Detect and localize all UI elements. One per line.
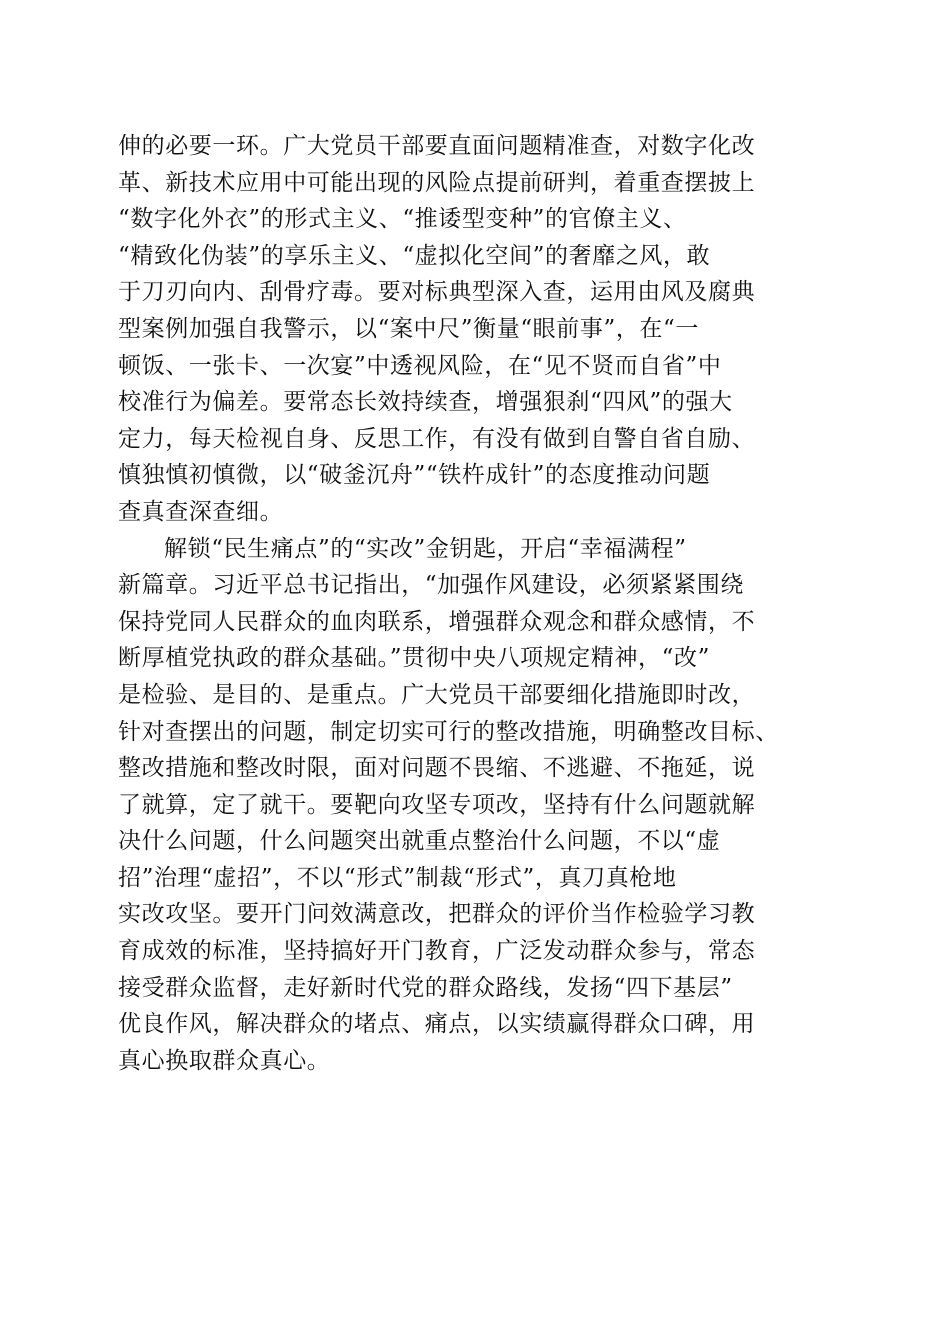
paragraph-line: 慎独慎初慎微，以“破釜沉舟”“铁杵成针”的态度推动问题 — [118, 462, 711, 489]
paragraph-line: “精致化伪装”的享乐主义、“虚拟化空间”的奢靡之风，敢 — [118, 242, 711, 269]
paragraph-line: 育成效的标准，坚持搞好开门教育，广泛发动群众参与，常态 — [118, 938, 756, 965]
paragraph-line: 型案例加强自我警示，以“案中尺”衡量“眼前事”，在“一 — [118, 315, 699, 342]
paragraph-line: 优良作风，解决群众的堵点、痛点，以实绩赢得群众口碑，用 — [118, 1011, 756, 1038]
paragraph-line: 保持党同人民群众的血肉联系，增强群众观念和群众感情，不 — [118, 608, 756, 635]
paragraph-line: 针对查摆出的问题，制定切实可行的整改措施，明确整改目标、 — [118, 718, 779, 745]
paragraph-line: 接受群众监督，走好新时代党的群众路线，发扬“四下基层” — [118, 974, 733, 1001]
paragraph-line: 查真查深查细。 — [118, 498, 284, 525]
paragraph-line: 解锁“民生痛点”的“实改”金钥匙，开启“幸福满程” — [164, 535, 687, 562]
paragraph-line: 真心换取群众真心。 — [118, 1047, 331, 1074]
paragraph-1 — [118, 128, 838, 531]
paragraph-line: 顿饭、一张卡、一次宴”中透视风险，在“见不贤而自省”中 — [118, 352, 722, 379]
paragraph-line: 招”治理“虚招”，不以“形式”制裁“形式”，真刀真枪地 — [118, 864, 677, 891]
paragraph-line: 是检验、是目的、是重点。广大党员干部要细化措施即时改， — [118, 681, 756, 708]
paragraph-line: “数字化外衣”的形式主义、“推诿型变种”的官僚主义、 — [118, 206, 687, 233]
paragraph-line: 了就算，定了就干。要靶向攻坚专项改，坚持有什么问题就解 — [118, 791, 756, 818]
paragraph-line: 校准行为偏差。要常态长效持续查，增强狠刹“四风”的强大 — [118, 389, 733, 416]
paragraph-line: 革、新技术应用中可能出现的风险点提前研判，着重查摆披上 — [118, 169, 756, 196]
paragraph-line: 实改攻坚。要开门问效满意改，把群众的评价当作检验学习教 — [118, 901, 756, 928]
paragraph-line: 决什么问题，什么问题突出就重点整治什么问题，不以“虚 — [118, 828, 721, 855]
paragraph-line: 整改措施和整改时限，面对问题不畏缩、不逃避、不拖延，说 — [118, 755, 756, 782]
paragraph-line: 新篇章。习近平总书记指出，“加强作风建设，必须紧紧围绕 — [118, 572, 744, 599]
paragraph-line: 断厚植党执政的群众基础。”贯彻中央八项规定精神，“改” — [118, 645, 710, 672]
paragraph-line: 定力，每天检视自身、反思工作，有没有做到自警自省自励、 — [118, 425, 756, 452]
paragraph-line: 伸的必要一环。广大党员干部要直面问题精准查，对数字化改 — [118, 133, 756, 159]
body-text — [118, 128, 838, 1079]
paragraph-2 — [118, 531, 838, 1080]
paragraph-line: 于刀刃向内、刮骨疗毒。要对标典型深入查，运用由风及腐典 — [118, 279, 756, 306]
